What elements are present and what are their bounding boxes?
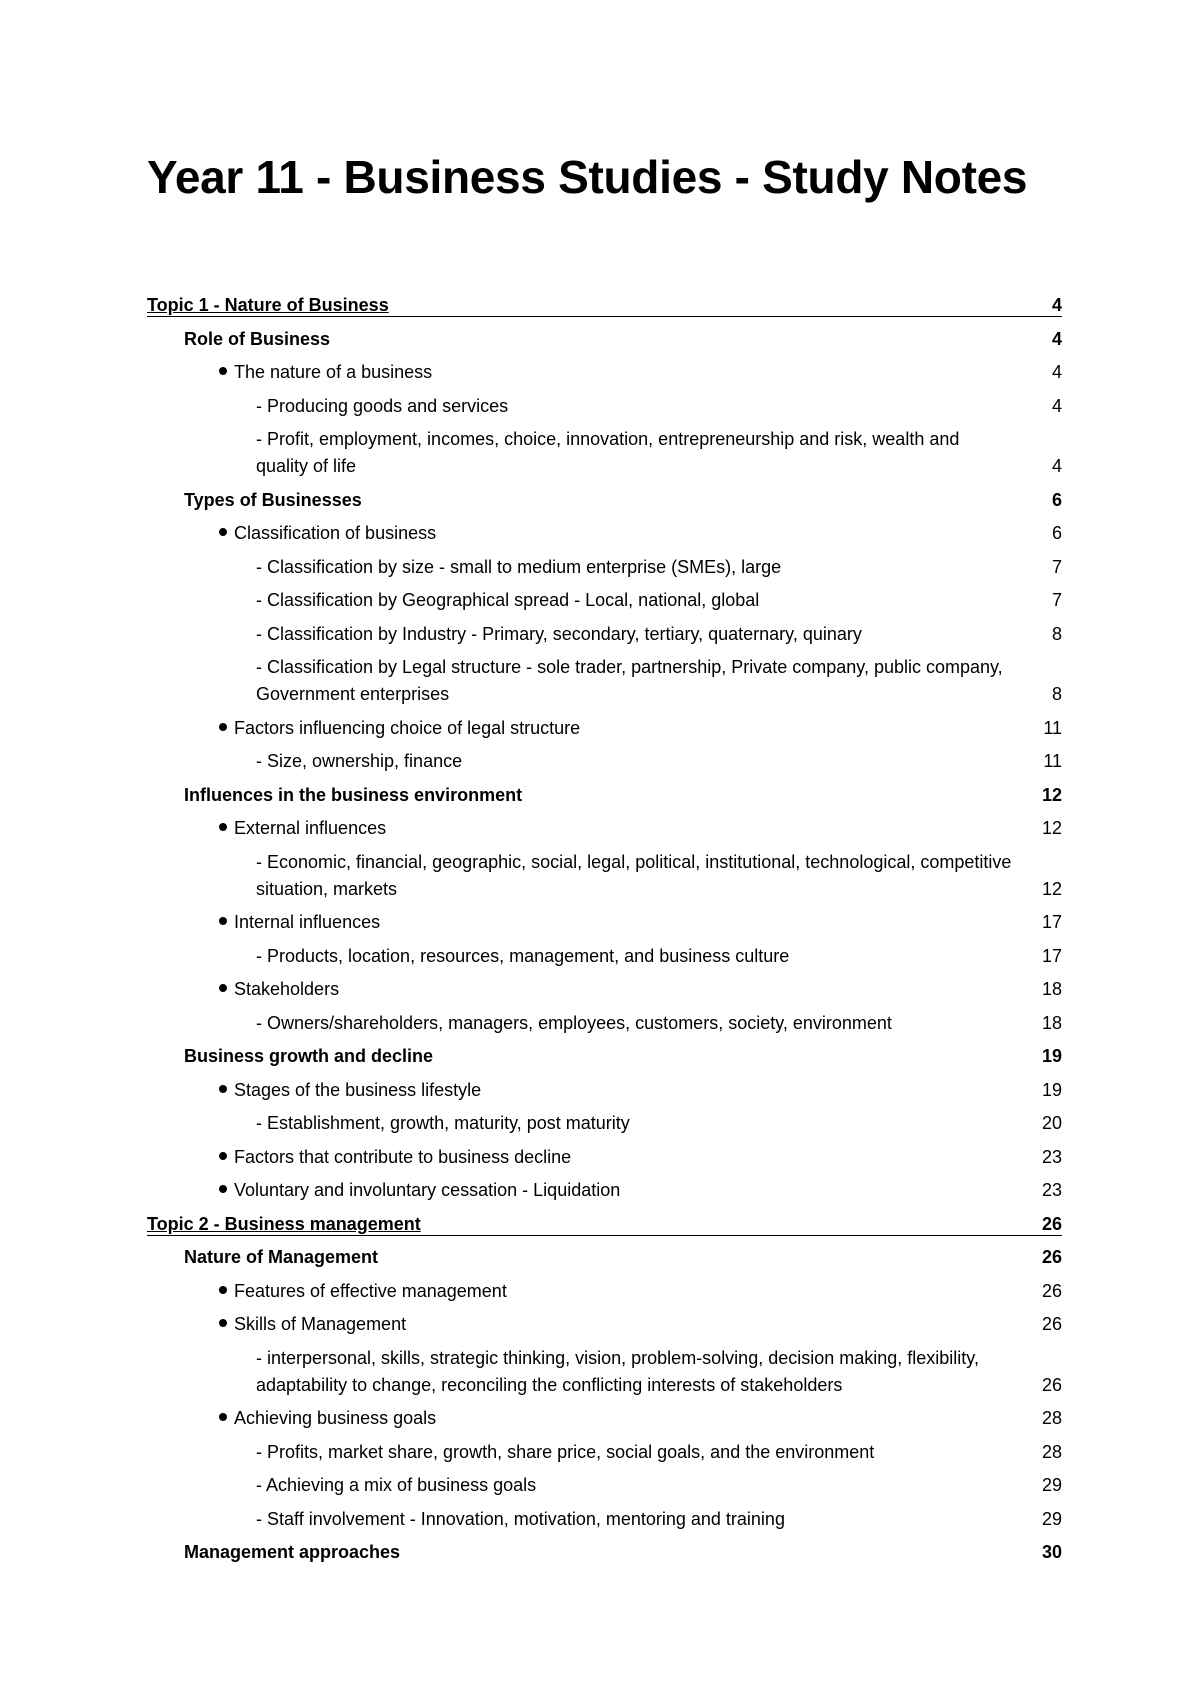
toc-page-number: 17 [1041, 945, 1062, 966]
bullet-icon [219, 823, 227, 831]
toc-section-row[interactable] [147, 1244, 1062, 1278]
toc-subitem-row[interactable] [147, 1345, 1062, 1406]
toc-subitem-row[interactable] [147, 1110, 1062, 1144]
toc-entry-label: - Staff involvement - Innovation, motivation, mentoring and training [256, 1508, 785, 1529]
toc-entry-text [147, 1211, 1062, 1238]
table-of-contents [147, 292, 1062, 1573]
toc-topic-row[interactable] [147, 292, 1062, 326]
toc-entry-label: Skills of Management [234, 1314, 407, 1334]
toc-entry-label: Features of effective management [234, 1280, 507, 1301]
page-title: Year 11 - Business Studies - Study Notes [147, 151, 1028, 203]
toc-entry-label: Stages of the business lifestyle [234, 1079, 482, 1100]
toc-entry-text [256, 654, 1062, 708]
toc-entry-text [184, 782, 1062, 809]
toc-entry-label: Stakeholders [234, 979, 340, 999]
toc-page-number: 19 [1041, 1046, 1062, 1066]
toc-section-row[interactable] [147, 1539, 1062, 1573]
toc-entry-label: Achieving business goals [234, 1408, 437, 1428]
toc-subitem-row[interactable] [147, 1010, 1062, 1044]
toc-subitem-row[interactable] [147, 426, 1062, 487]
toc-page-number: 23 [1041, 1180, 1062, 1200]
bullet-icon [219, 723, 227, 731]
toc-entry-text [184, 1244, 1062, 1271]
toc-page-number: 26 [1041, 1247, 1062, 1267]
toc-page-number: 4 [1051, 395, 1062, 416]
toc-page-number: 7 [1051, 590, 1062, 610]
toc-entry-label: - Size, ownership, finance [256, 751, 463, 771]
toc-section-row[interactable] [147, 1043, 1062, 1077]
toc-page-number: 4 [1051, 456, 1062, 476]
toc-entry-label: Business growth and decline [184, 1046, 434, 1066]
toc-entry-label: - Classification by size - small to medium enterprise (SMEs), large [256, 556, 782, 577]
toc-entry-text [147, 292, 1062, 319]
toc-entry-label: - interpersonal, skills, strategic thinking, vision, problem-solving, decision making, flexibility, adaptability to change, reconciling the conflicting interests of stakeholders [256, 1347, 979, 1395]
toc-page-number: 20 [1041, 1113, 1062, 1133]
toc-page-number: 12 [1041, 878, 1062, 899]
toc-entry-text [219, 1311, 1062, 1338]
toc-entry-text [219, 1077, 1062, 1104]
toc-entry-label: - Establishment, growth, maturity, post maturity [256, 1113, 630, 1133]
toc-bullet-item-row[interactable] [147, 1144, 1062, 1178]
toc-page-number: 18 [1041, 1012, 1062, 1033]
toc-entry-label: Topic 2 - Business management [147, 1213, 421, 1234]
bullet-icon [219, 1286, 227, 1294]
toc-entry-text [256, 621, 1062, 648]
toc-page-number: 4 [1051, 328, 1062, 349]
toc-entry-text [256, 849, 1062, 903]
toc-entry-text [219, 1278, 1062, 1305]
toc-page-number: 4 [1051, 362, 1062, 382]
toc-entry-text [219, 1405, 1062, 1432]
toc-page-number: 7 [1051, 556, 1062, 577]
toc-bullet-item-row[interactable] [147, 976, 1062, 1010]
toc-entry-label: Influences in the business environment [184, 784, 523, 805]
toc-entry-text [256, 943, 1062, 970]
toc-subitem-row[interactable] [147, 1439, 1062, 1473]
bullet-icon [219, 1152, 227, 1160]
toc-entry-text [256, 1110, 1062, 1137]
toc-page-number: 8 [1051, 623, 1062, 644]
toc-page-number: 18 [1041, 979, 1062, 999]
toc-page-number: 26 [1041, 1280, 1062, 1301]
toc-entry-label: - Achieving a mix of business goals [256, 1475, 537, 1495]
toc-entry-text [256, 393, 1062, 420]
toc-bullet-item-row[interactable] [147, 1311, 1062, 1345]
bullet-icon [219, 1085, 227, 1093]
bullet-icon [219, 1319, 227, 1327]
toc-entry-text [219, 520, 1062, 547]
toc-bullet-item-row[interactable] [147, 909, 1062, 943]
toc-entry-text [184, 326, 1062, 353]
bullet-icon [219, 917, 227, 925]
toc-subitem-row[interactable] [147, 1472, 1062, 1506]
toc-entry-text [256, 1506, 1062, 1533]
toc-page-number: 12 [1041, 784, 1062, 805]
toc-page-number: 26 [1041, 1213, 1062, 1234]
toc-page-number: 11 [1043, 717, 1062, 738]
toc-bullet-item-row[interactable] [147, 1177, 1062, 1211]
toc-page-number: 29 [1041, 1508, 1062, 1529]
toc-bullet-item-row[interactable] [147, 1278, 1062, 1312]
toc-entry-label: External influences [234, 818, 387, 838]
toc-page-number: 8 [1051, 684, 1062, 704]
toc-entry-label: - Products, location, resources, management, and business culture [256, 945, 790, 966]
bullet-icon [219, 984, 227, 992]
toc-entry-text [219, 976, 1062, 1003]
toc-subitem-row[interactable] [147, 849, 1062, 910]
bullet-icon [219, 528, 227, 536]
toc-entry-text [256, 1345, 1062, 1399]
toc-entry-text [219, 359, 1062, 386]
toc-bullet-item-row[interactable] [147, 359, 1062, 393]
toc-entry-label: Nature of Management [184, 1247, 379, 1267]
toc-entry-label: Role of Business [184, 328, 331, 349]
toc-page-number: 30 [1041, 1542, 1062, 1562]
toc-entry-label: Types of Businesses [184, 489, 362, 510]
toc-entry-text [184, 1043, 1062, 1070]
toc-page-number: 6 [1051, 523, 1062, 543]
toc-subitem-row[interactable] [147, 393, 1062, 427]
toc-subitem-row[interactable] [147, 1506, 1062, 1540]
toc-entry-label: - Classification by Geographical spread - Local, national, global [256, 590, 760, 610]
toc-page-number: 6 [1051, 489, 1062, 510]
toc-section-row[interactable] [147, 326, 1062, 360]
toc-entry-text [256, 748, 1062, 775]
toc-entry-label: Factors that contribute to business decline [234, 1146, 572, 1167]
toc-entry-label: - Profit, employment, incomes, choice, innovation, entrepreneurship and risk, wealth and quality of life [256, 429, 960, 476]
toc-bullet-item-row[interactable] [147, 1405, 1062, 1439]
toc-entry-text [219, 1177, 1062, 1204]
bullet-icon [219, 367, 227, 375]
toc-page-number: 4 [1051, 295, 1062, 315]
toc-subitem-row[interactable] [147, 587, 1062, 621]
toc-entry-text [219, 1144, 1062, 1171]
toc-entry-label: Topic 1 - Nature of Business [147, 295, 389, 315]
toc-entry-text [184, 1539, 1062, 1566]
toc-bullet-item-row[interactable] [147, 520, 1062, 554]
toc-page-number: 19 [1041, 1079, 1062, 1100]
toc-entry-text [219, 715, 1062, 742]
toc-page-number: 28 [1041, 1408, 1062, 1428]
toc-entry-label: - Classification by Legal structure - sole trader, partnership, Private company, public company, Government enterprises [256, 657, 1003, 704]
toc-entry-label: - Producing goods and services [256, 395, 509, 416]
toc-bullet-item-row[interactable] [147, 815, 1062, 849]
toc-entry-label: - Profits, market share, growth, share price, social goals, and the environment [256, 1441, 875, 1462]
toc-entry-text [256, 1439, 1062, 1466]
toc-entry-label: Management approaches [184, 1542, 401, 1562]
toc-bullet-item-row[interactable] [147, 715, 1062, 749]
toc-subitem-row[interactable] [147, 654, 1062, 715]
toc-section-row[interactable] [147, 487, 1062, 521]
toc-entry-text [256, 587, 1062, 614]
toc-entry-text [219, 909, 1062, 936]
toc-page-number: 26 [1041, 1374, 1062, 1395]
toc-page-number: 28 [1041, 1441, 1062, 1462]
toc-subitem-row[interactable] [147, 621, 1062, 655]
toc-page-number: 26 [1041, 1314, 1062, 1334]
toc-entry-text [256, 554, 1062, 581]
toc-page-number: 23 [1041, 1146, 1062, 1167]
toc-entry-text [256, 1472, 1062, 1499]
toc-entry-text [219, 815, 1062, 842]
toc-subitem-row[interactable] [147, 554, 1062, 588]
toc-entry-label: - Economic, financial, geographic, social, legal, political, institutional, technological, competitive situation, markets [256, 851, 1012, 899]
bullet-icon [219, 1185, 227, 1193]
toc-page-number: 17 [1041, 912, 1062, 932]
toc-subitem-row[interactable] [147, 748, 1062, 782]
toc-entry-label: Classification of business [234, 523, 437, 543]
toc-bullet-item-row[interactable] [147, 1077, 1062, 1111]
toc-entry-text [184, 487, 1062, 514]
toc-entry-text [256, 426, 1062, 480]
toc-entry-label: Factors influencing choice of legal structure [234, 717, 581, 738]
toc-entry-text [256, 1010, 1062, 1037]
toc-section-row[interactable] [147, 782, 1062, 816]
toc-page-number: 29 [1041, 1475, 1062, 1495]
toc-entry-label: - Owners/shareholders, managers, employees, customers, society, environment [256, 1012, 892, 1033]
toc-page-number: 11 [1043, 751, 1062, 771]
toc-subitem-row[interactable] [147, 943, 1062, 977]
toc-topic-row[interactable] [147, 1211, 1062, 1245]
toc-page-number: 12 [1041, 818, 1062, 838]
toc-entry-label: Voluntary and involuntary cessation - Liquidation [234, 1180, 621, 1200]
toc-entry-label: - Classification by Industry - Primary, secondary, tertiary, quaternary, quinary [256, 623, 862, 644]
bullet-icon [219, 1413, 227, 1421]
toc-entry-label: The nature of a business [234, 362, 433, 382]
toc-entry-label: Internal influences [234, 912, 381, 932]
